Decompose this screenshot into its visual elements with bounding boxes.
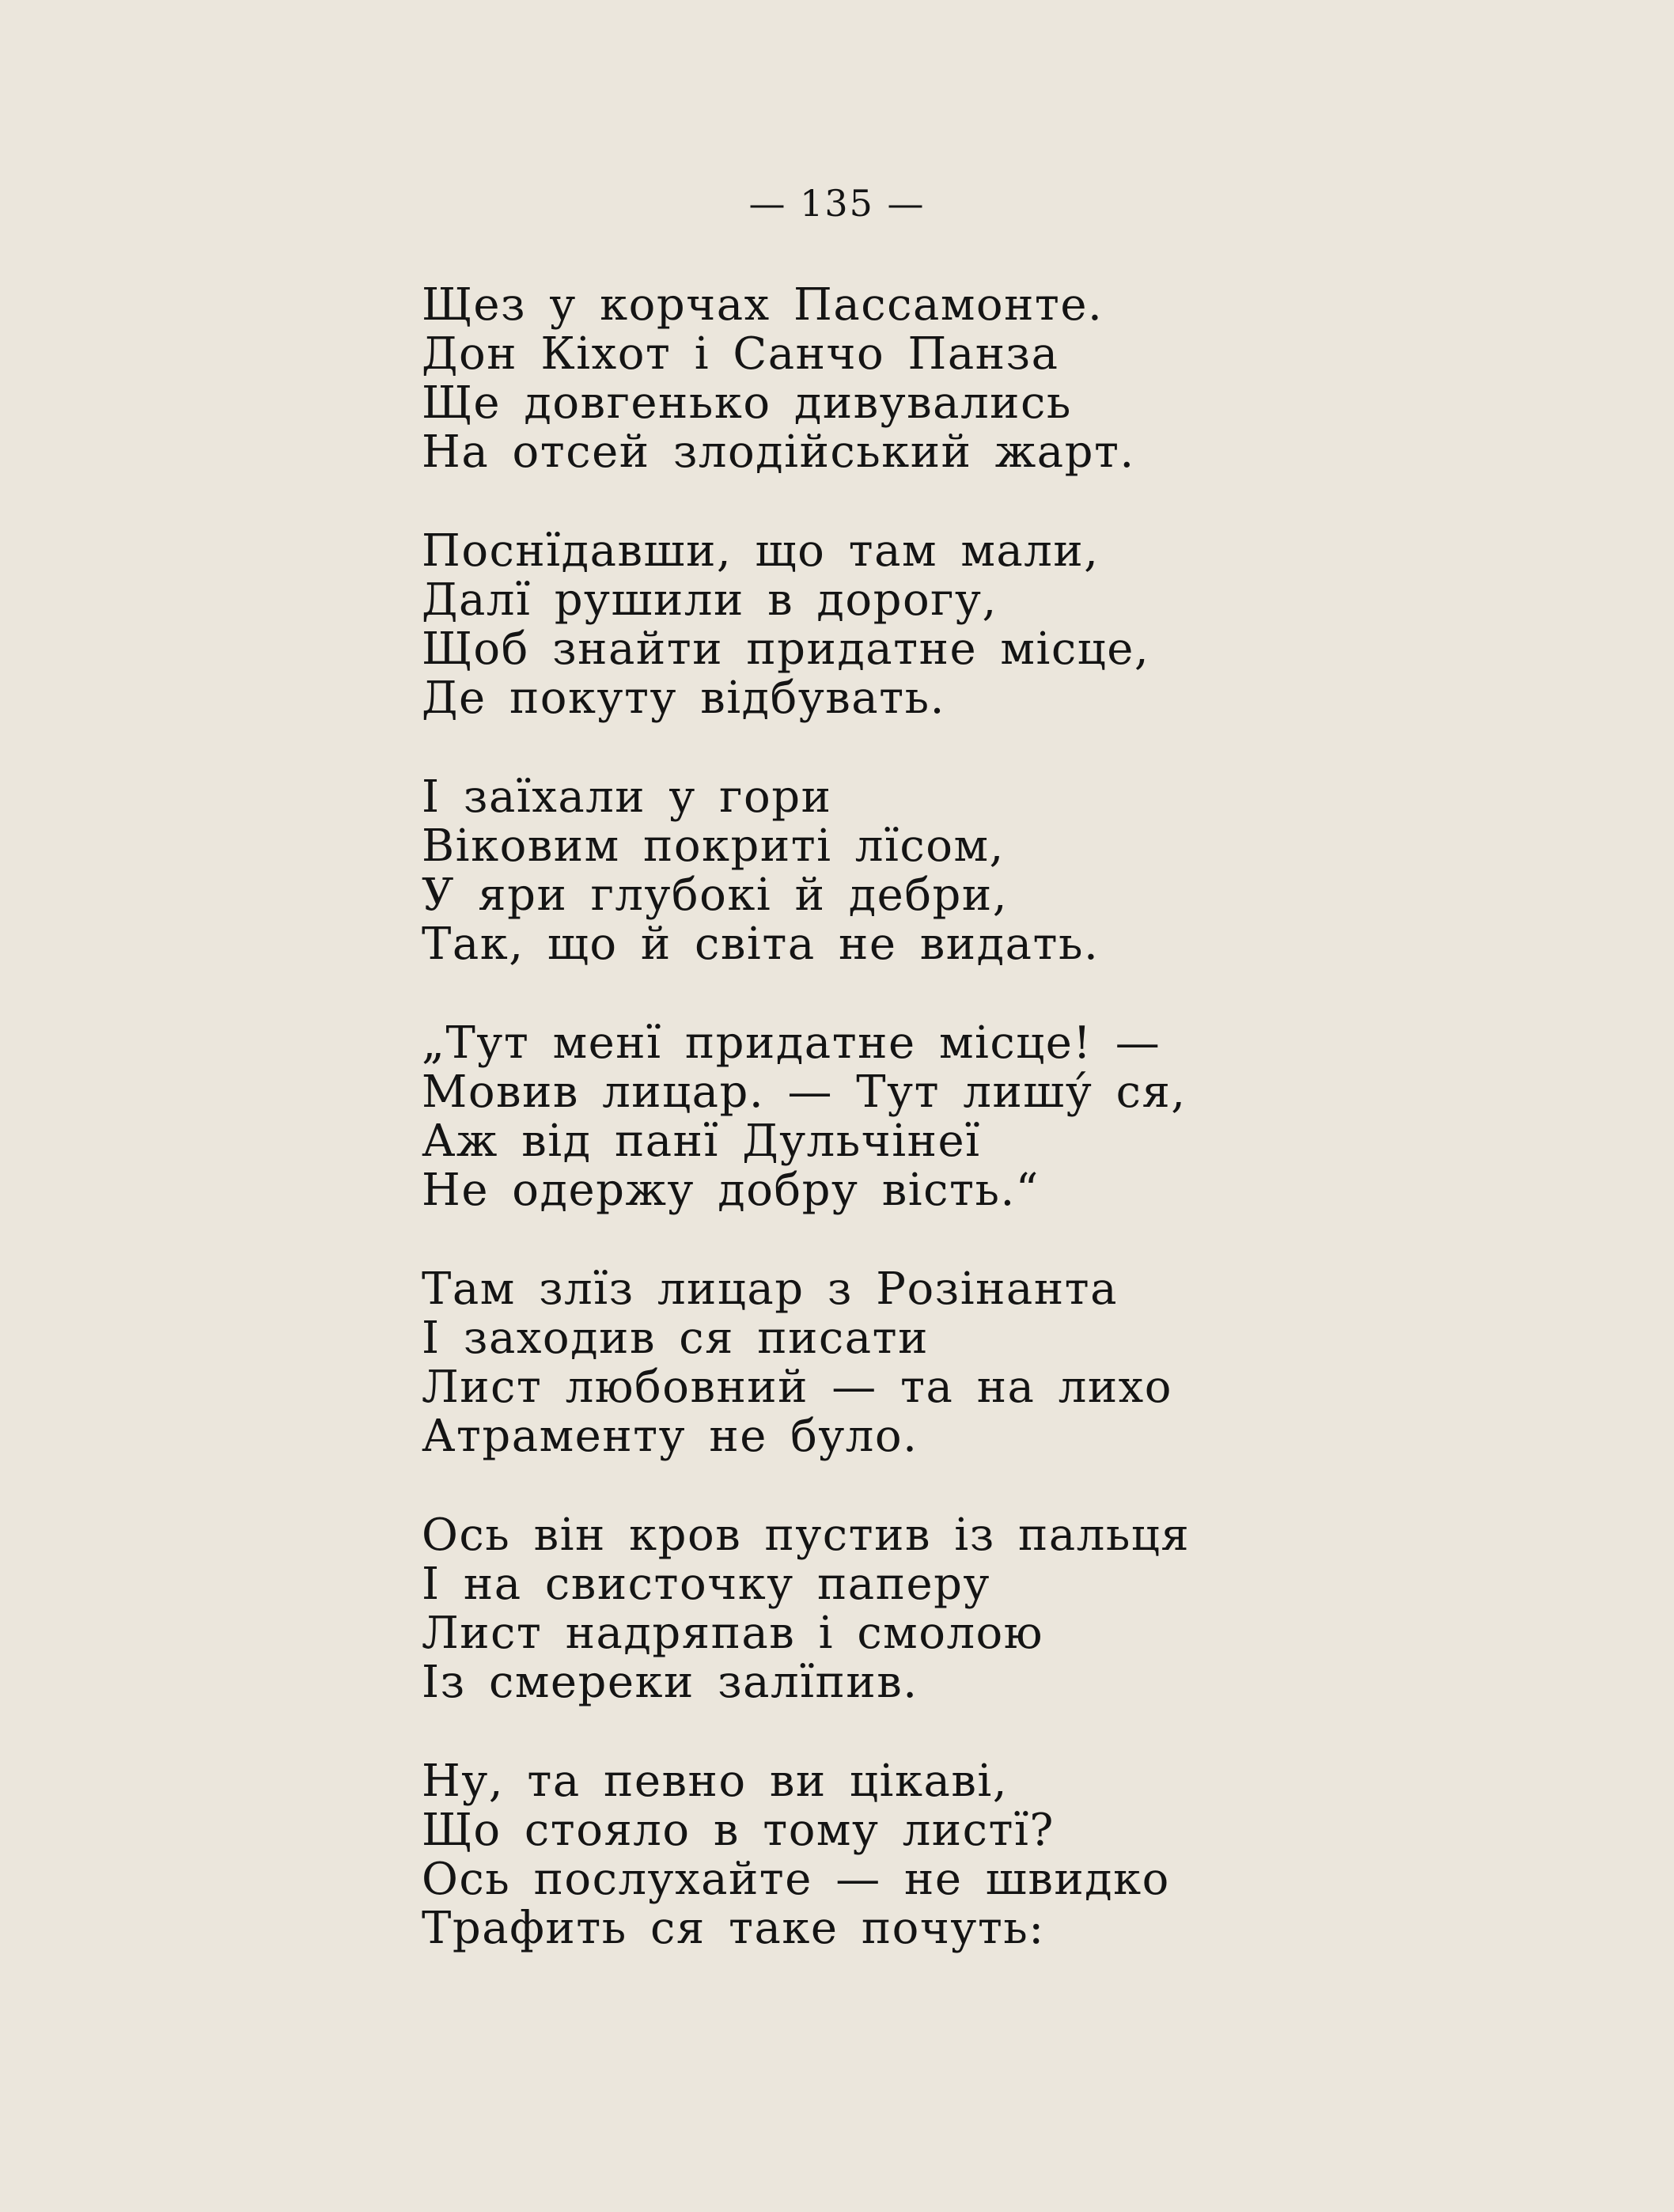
stanza-5 <box>422 1265 1656 1461</box>
poem-line: Щез у корчах Пассамонте. <box>422 279 1104 331</box>
poem-line: Трафить ся таке почуть: <box>422 1903 1045 1954</box>
poem-line: Атраменту не було. <box>422 1411 918 1462</box>
stanza-1 <box>422 281 1656 477</box>
poem-line: У яри глубокі й дебри, <box>422 869 1009 921</box>
poem-line: Лист надряпав і смолою <box>422 1608 1043 1659</box>
poem-line: Щоб знайти придатне місце, <box>422 623 1150 675</box>
poem-line: Так, що й світа не видать. <box>422 919 1100 970</box>
poem-line: Віковим покриті лїсом, <box>422 820 1005 872</box>
poem-line: „Тут менї придатне місце! — <box>422 1017 1161 1069</box>
poem-line: Ну, та певно ви цікаві, <box>422 1756 1009 1807</box>
poem-line: І заходив ся писати <box>422 1312 929 1364</box>
poem-line: І заїхали у гори <box>422 771 832 823</box>
poem-line: Ось він кров пустив із пальця <box>422 1509 1191 1561</box>
stanza-6 <box>422 1511 1656 1707</box>
poem-line: Там злїз лицар з Розінанта <box>422 1263 1119 1315</box>
poem <box>422 281 1656 2003</box>
stanza-7 <box>422 1757 1656 1953</box>
stanza-3 <box>422 773 1656 969</box>
poem-line: Лист любовний — та на лихо <box>422 1362 1172 1413</box>
poem-line: Не одержу добру вість.“ <box>422 1165 1040 1216</box>
poem-line: Аж від панї Дульчінеї <box>422 1115 981 1167</box>
poem-line: Ще довгенько дивувались <box>422 377 1072 429</box>
poem-line: Дон Кіхот і Санчо Панза <box>422 328 1059 380</box>
poem-line: Поснїдавши, що там мали, <box>422 525 1100 577</box>
poem-line: І на свисточку паперу <box>422 1559 990 1610</box>
poem-line: Мовив лицар. — Тут лишу́ ся, <box>422 1066 1187 1118</box>
stanza-4 <box>422 1019 1656 1215</box>
page-number: — 135 — <box>748 182 926 225</box>
poem-line: Що стояло в тому листї? <box>422 1805 1055 1856</box>
stanza-2 <box>422 527 1656 723</box>
poem-line: Де покуту відбувать. <box>422 672 945 724</box>
poem-line: Ось послухайте — не швидко <box>422 1854 1170 1905</box>
poem-line: Далї рушили в дорогу, <box>422 574 998 626</box>
poem-line: На отсей злодійський жарт. <box>422 426 1135 478</box>
poem-line: Із смереки залїпив. <box>422 1657 918 1708</box>
